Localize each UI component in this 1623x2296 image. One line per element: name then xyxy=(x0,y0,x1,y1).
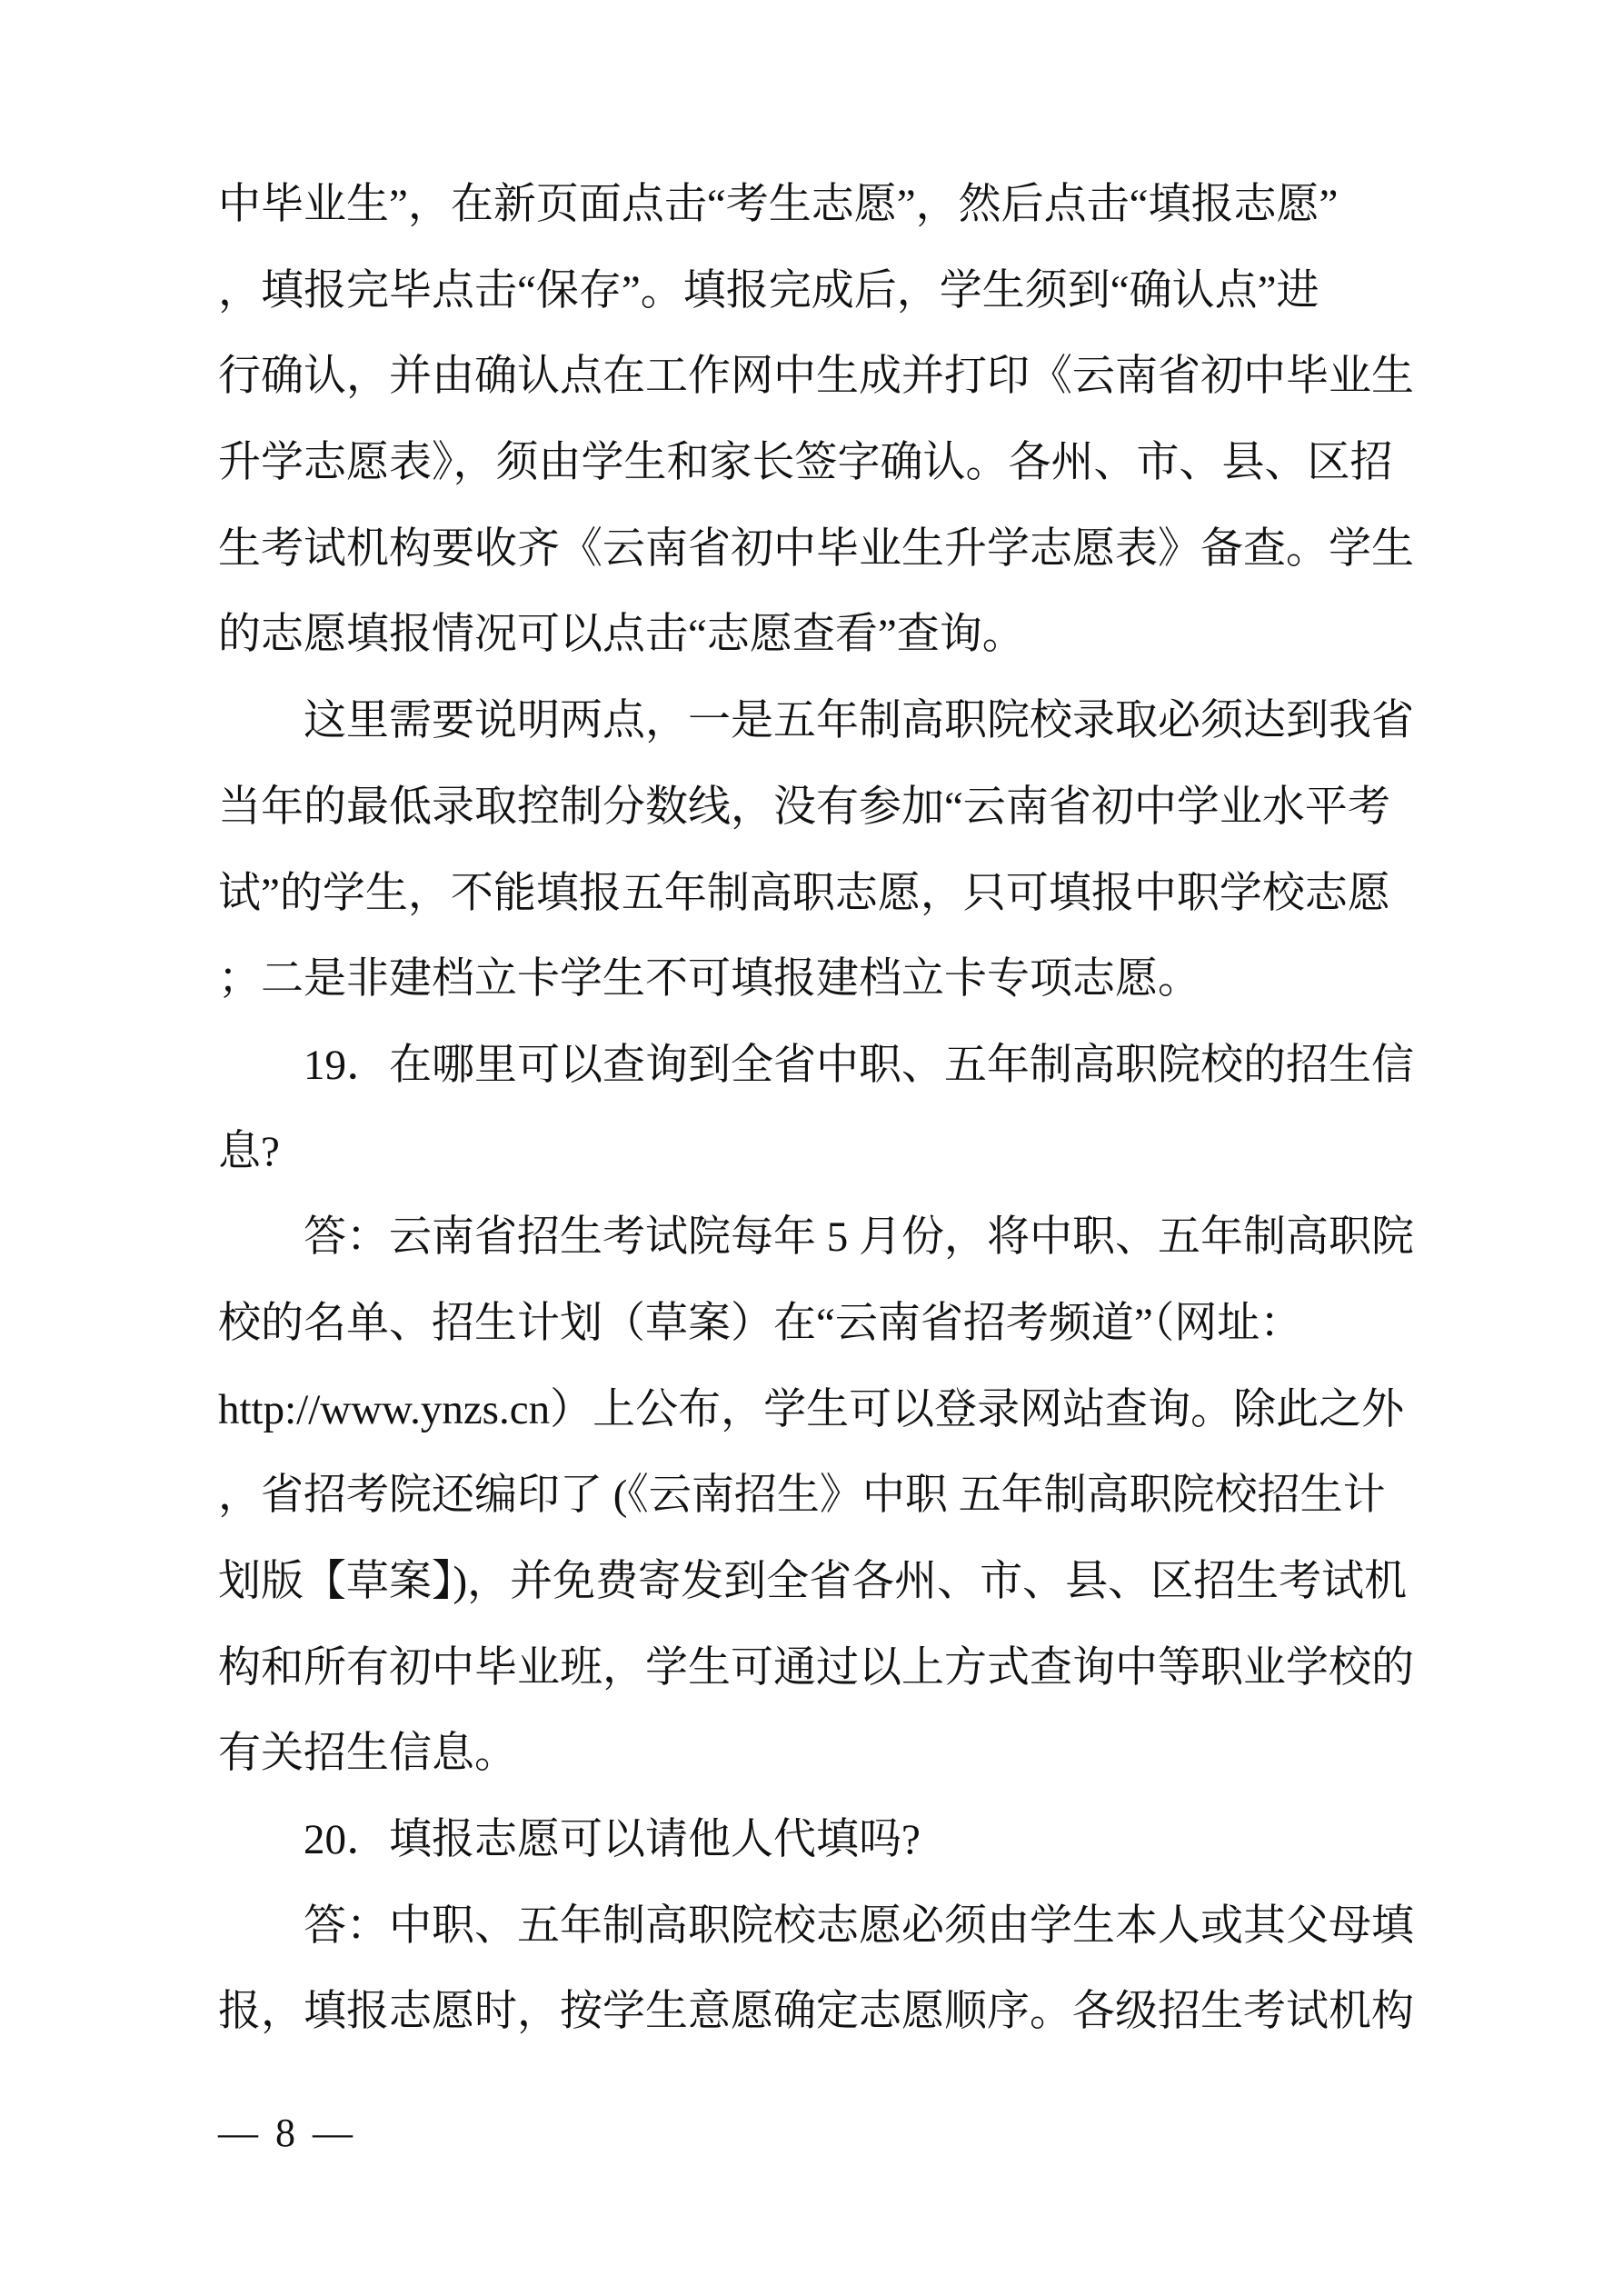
answer-20-line: 答：中职、五年制高职院校志愿必须由学生本人或其父母填 xyxy=(304,1902,1414,1950)
text-line: 这里需要说明两点，一是五年制高职院校录取必须达到我省 xyxy=(304,697,1414,745)
text-line: ，填报完毕点击“保存”。填报完成后，学生须到“确认点”进 xyxy=(218,266,1319,314)
question-19-line: 19．在哪里可以查询到全省中职、五年制高职院校的招生信 xyxy=(304,1041,1414,1089)
answer-19-line: 答：云南省招生考试院每年 5 月份，将中职、五年制高职院 xyxy=(304,1213,1414,1262)
text-line: 的志愿填报情况可以点击“志愿查看”查询。 xyxy=(218,611,1025,659)
question-20-line: 20．填报志愿可以请他人代填吗? xyxy=(304,1816,921,1864)
question-19-line: 息? xyxy=(218,1127,280,1175)
text-line: 当年的最低录取控制分数线，没有参加“云南省初中学业水平考 xyxy=(218,783,1390,831)
text-line: 升学志愿表》，须由学生和家长签字确认。各州、市、县、区招 xyxy=(218,439,1393,487)
text-line: 试”的学生，不能填报五年制高职志愿，只可填报中职学校志愿 xyxy=(218,869,1390,917)
answer-19-line: 有关招生信息。 xyxy=(218,1730,517,1778)
text-line: ；二是非建档立卡学生不可填报建档立卡专项志愿。 xyxy=(218,955,1200,1003)
text-line: 行确认，并由确认点在工作网中生成并打印《云南省初中毕业生 xyxy=(218,353,1414,401)
answer-20-line: 报，填报志愿时，按学生意愿确定志愿顺序。各级招生考试机构 xyxy=(218,1988,1414,2036)
document-body xyxy=(218,162,1427,2055)
answer-19-line: ，省招考院还编印了 (《云南招生》中职 五年制高职院校招生计 xyxy=(218,1472,1386,1520)
text-line: 生考试机构要收齐《云南省初中毕业生升学志愿表》备查。学生 xyxy=(218,524,1414,573)
answer-19-line: 构和所有初中毕业班，学生可通过以上方式查询中等职业学校的 xyxy=(218,1643,1414,1692)
text-line: 中毕业生”，在新页面点击“考生志愿”，然后点击“填报志愿” xyxy=(218,181,1339,228)
answer-19-line: http://www.ynzs.cn）上公布，学生可以登录网站查询。除此之外 xyxy=(218,1385,1405,1433)
answer-19-line: 划版【草案】)，并免费寄发到全省各州、市、县、区招生考试机 xyxy=(218,1558,1408,1605)
answer-19-line: 校的名单、招生计划（草案）在“云南省招考频道”（网址： xyxy=(218,1299,1303,1347)
page-number: — 8 — xyxy=(218,2111,356,2155)
